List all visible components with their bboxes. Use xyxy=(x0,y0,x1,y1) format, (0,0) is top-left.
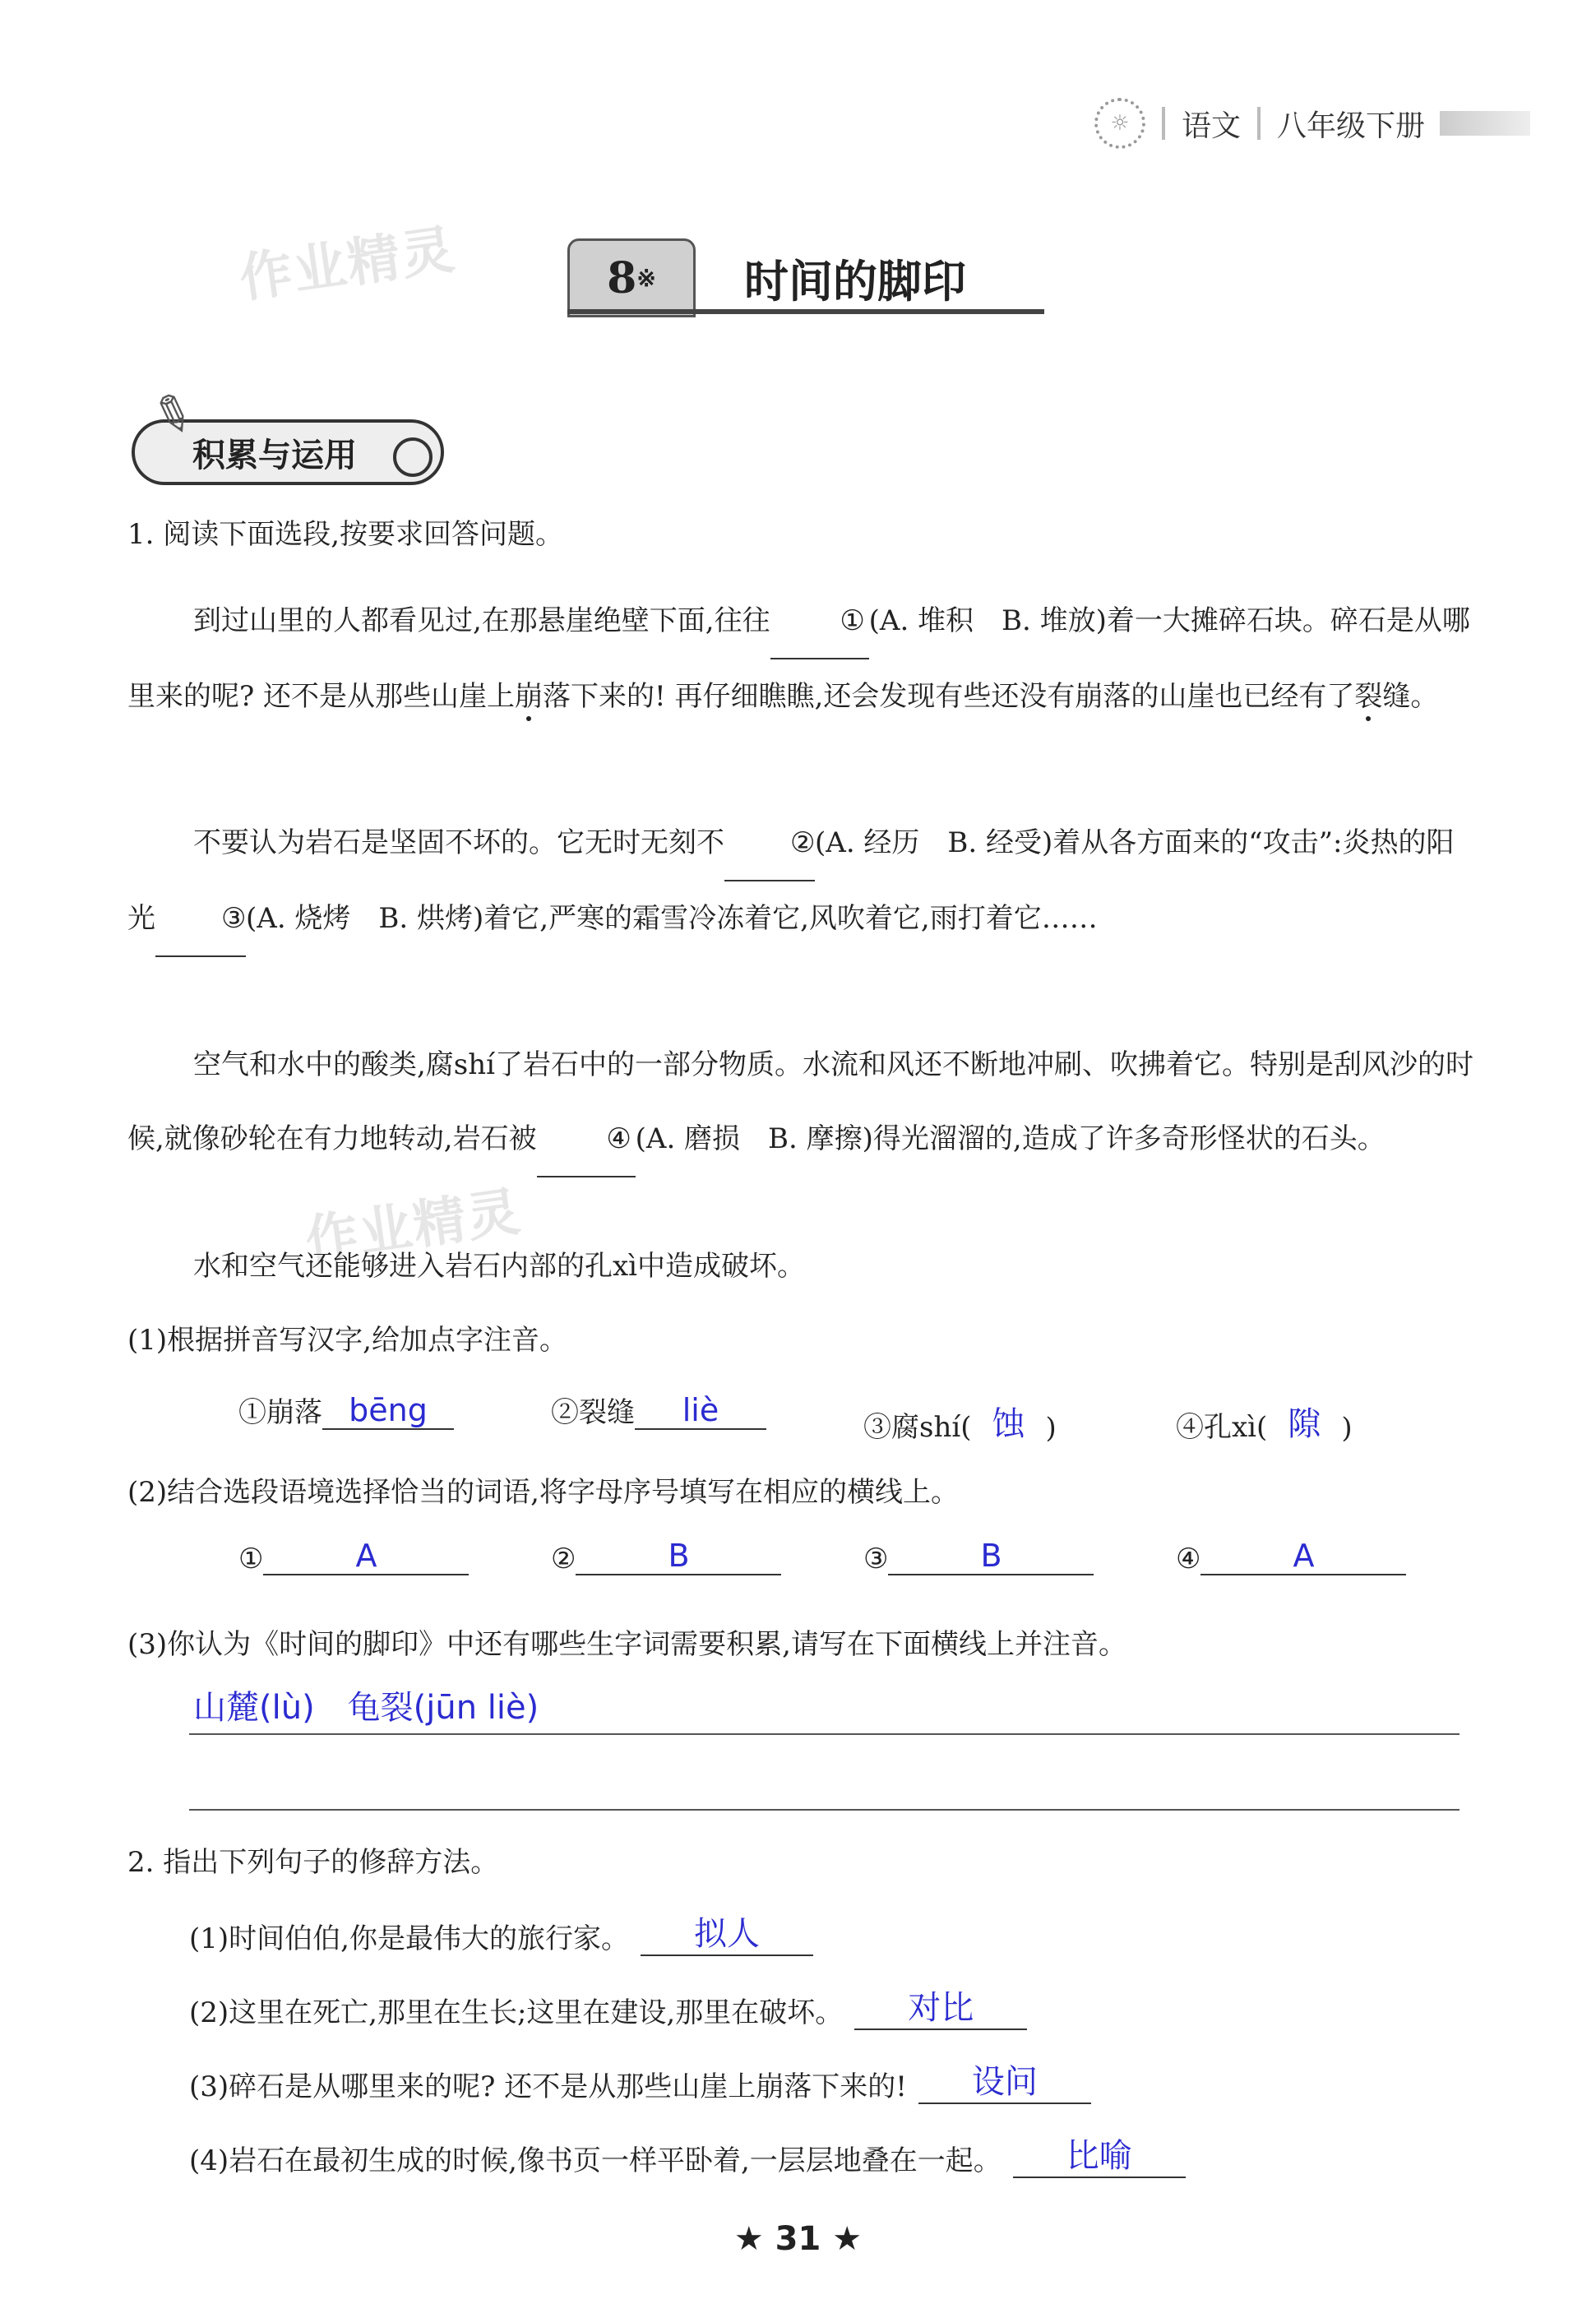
q2-item-1: (1)时间伯伯,你是最伟大的旅行家。 拟人 xyxy=(189,1908,813,1956)
q2-item-4: (4)岩石在最初生成的时候,像书页一样平卧着,一层层地叠在一起。 比喻 xyxy=(189,2130,1186,2178)
divider xyxy=(1162,107,1165,140)
sub2-item-1: ① A xyxy=(238,1538,469,1575)
answer-field: 比喻 xyxy=(1013,2130,1186,2178)
watermark: 作业精灵 xyxy=(301,1181,525,1272)
page-header xyxy=(1094,99,1530,148)
q1-sub-1: (1)根据拼音写汉字,给加点字注音。 xyxy=(127,1324,567,1357)
blank-2: ② xyxy=(724,806,815,881)
blank-4: ④ xyxy=(537,1102,636,1177)
circle-icon xyxy=(393,437,433,477)
sub1-item-4: ④孔xì( 隙 ) xyxy=(1176,1398,1353,1445)
sun-icon: ☼ xyxy=(1094,98,1145,149)
answer-field: liè xyxy=(635,1392,766,1430)
answer-field: 隙 xyxy=(1288,1405,1321,1443)
answer-field: 对比 xyxy=(854,1982,1027,2030)
q1-sub-3: (3)你认为《时间的脚印》中还有哪些生字词需要积累,请写在下面横线上并注音。 xyxy=(127,1628,1126,1661)
answer-field: B xyxy=(576,1538,781,1575)
answer-field: 蚀 xyxy=(992,1405,1025,1443)
section-badge: 积累与运用 xyxy=(132,419,444,485)
sub3-answer: 山麓(lù) 龟裂(jūn liè) xyxy=(193,1689,539,1727)
question-1-stem: 1. 阅读下面选段,按要求回答问题。 xyxy=(127,518,564,551)
subject-label: 语文 xyxy=(1181,109,1241,143)
q1-paragraph-2: 不要认为岩石是坚固不坏的。它无时无刻不 ②(A. 经历 B. 经受)着从各方面来的“攻击”:炎热的阳光 ③(A. 烧烤 B. 烘烤)着它,严寒的霜雪冷冻着它,风吹着它,雨打着它…… xyxy=(127,806,1476,957)
divider xyxy=(1257,107,1261,140)
q1-paragraph-1: 到过山里的人都看见过,在那悬崖绝壁下面,往往 ① (A. 堆积 B. 堆放)着一大摊碎石块。碎石是从哪里来的呢? 还不是从那些山崖上崩落下来的! 再仔细瞧瞧,还会发现有些还没有崩落的山崖也已经有了裂缝。 xyxy=(127,584,1476,733)
q2-item-2: (2)这里在死亡,那里在生长;这里在建设,那里在破坏。 对比 xyxy=(189,1982,1027,2030)
q1-paragraph-4: 水和空气还能够进入岩石内部的孔xì中造成破坏。 xyxy=(193,1250,806,1283)
answer-field: A xyxy=(1200,1538,1406,1575)
page-number: ★ 31 ★ xyxy=(733,2220,863,2258)
star-icon: ★ xyxy=(821,2220,863,2258)
sub1-item-3: ③腐shí( 蚀 ) xyxy=(863,1398,1057,1445)
answer-line xyxy=(189,1733,1460,1735)
answer-field: 拟人 xyxy=(641,1908,813,1956)
answer-field: 设问 xyxy=(918,2056,1091,2104)
question-2-stem: 2. 指出下列句子的修辞方法。 xyxy=(127,1846,499,1879)
title-underline xyxy=(567,309,1044,314)
answer-field: A xyxy=(263,1538,469,1575)
lesson-number: 8 ※ xyxy=(567,238,696,317)
sub2-item-2: ② B xyxy=(551,1538,781,1575)
sub2-item-3: ③ B xyxy=(863,1538,1094,1575)
lesson-title-text: 时间的脚印 xyxy=(744,256,966,308)
sub2-item-4: ④ A xyxy=(1176,1538,1406,1575)
q1-sub-2: (2)结合选段语境选择恰当的词语,将字母序号填写在相应的横线上。 xyxy=(127,1476,959,1509)
grade-label: 八年级下册 xyxy=(1276,109,1425,143)
answer-field: bēng xyxy=(322,1392,454,1430)
blank-3: ③ xyxy=(155,881,246,957)
q2-item-3: (3)碎石是从哪里来的呢? 还不是从那些山崖上崩落下来的! 设问 xyxy=(189,2056,1091,2104)
sub1-item-1: ①崩落 bēng xyxy=(238,1390,454,1430)
header-tab-decoration xyxy=(1440,111,1530,136)
pencil-icon: ✎ xyxy=(143,381,202,450)
star-icon: ★ xyxy=(733,2220,775,2258)
answer-line xyxy=(189,1809,1460,1811)
blank-1: ① xyxy=(770,584,869,659)
sub1-item-2: ②裂缝 liè xyxy=(551,1390,766,1430)
q1-paragraph-3: 空气和水中的酸类,腐shí了岩石中的一部分物质。水流和风还不断地冲刷、吹拂着它。特别是刮风沙的时候,就像砂轮在有力地转动,岩石被 ④ (A. 磨损 B. 摩擦)得光溜溜的,造成了许多奇形怪状的石头。 xyxy=(127,1028,1476,1177)
answer-field: B xyxy=(888,1538,1094,1575)
watermark: 作业精灵 xyxy=(235,219,460,310)
lesson-title xyxy=(567,238,1044,312)
